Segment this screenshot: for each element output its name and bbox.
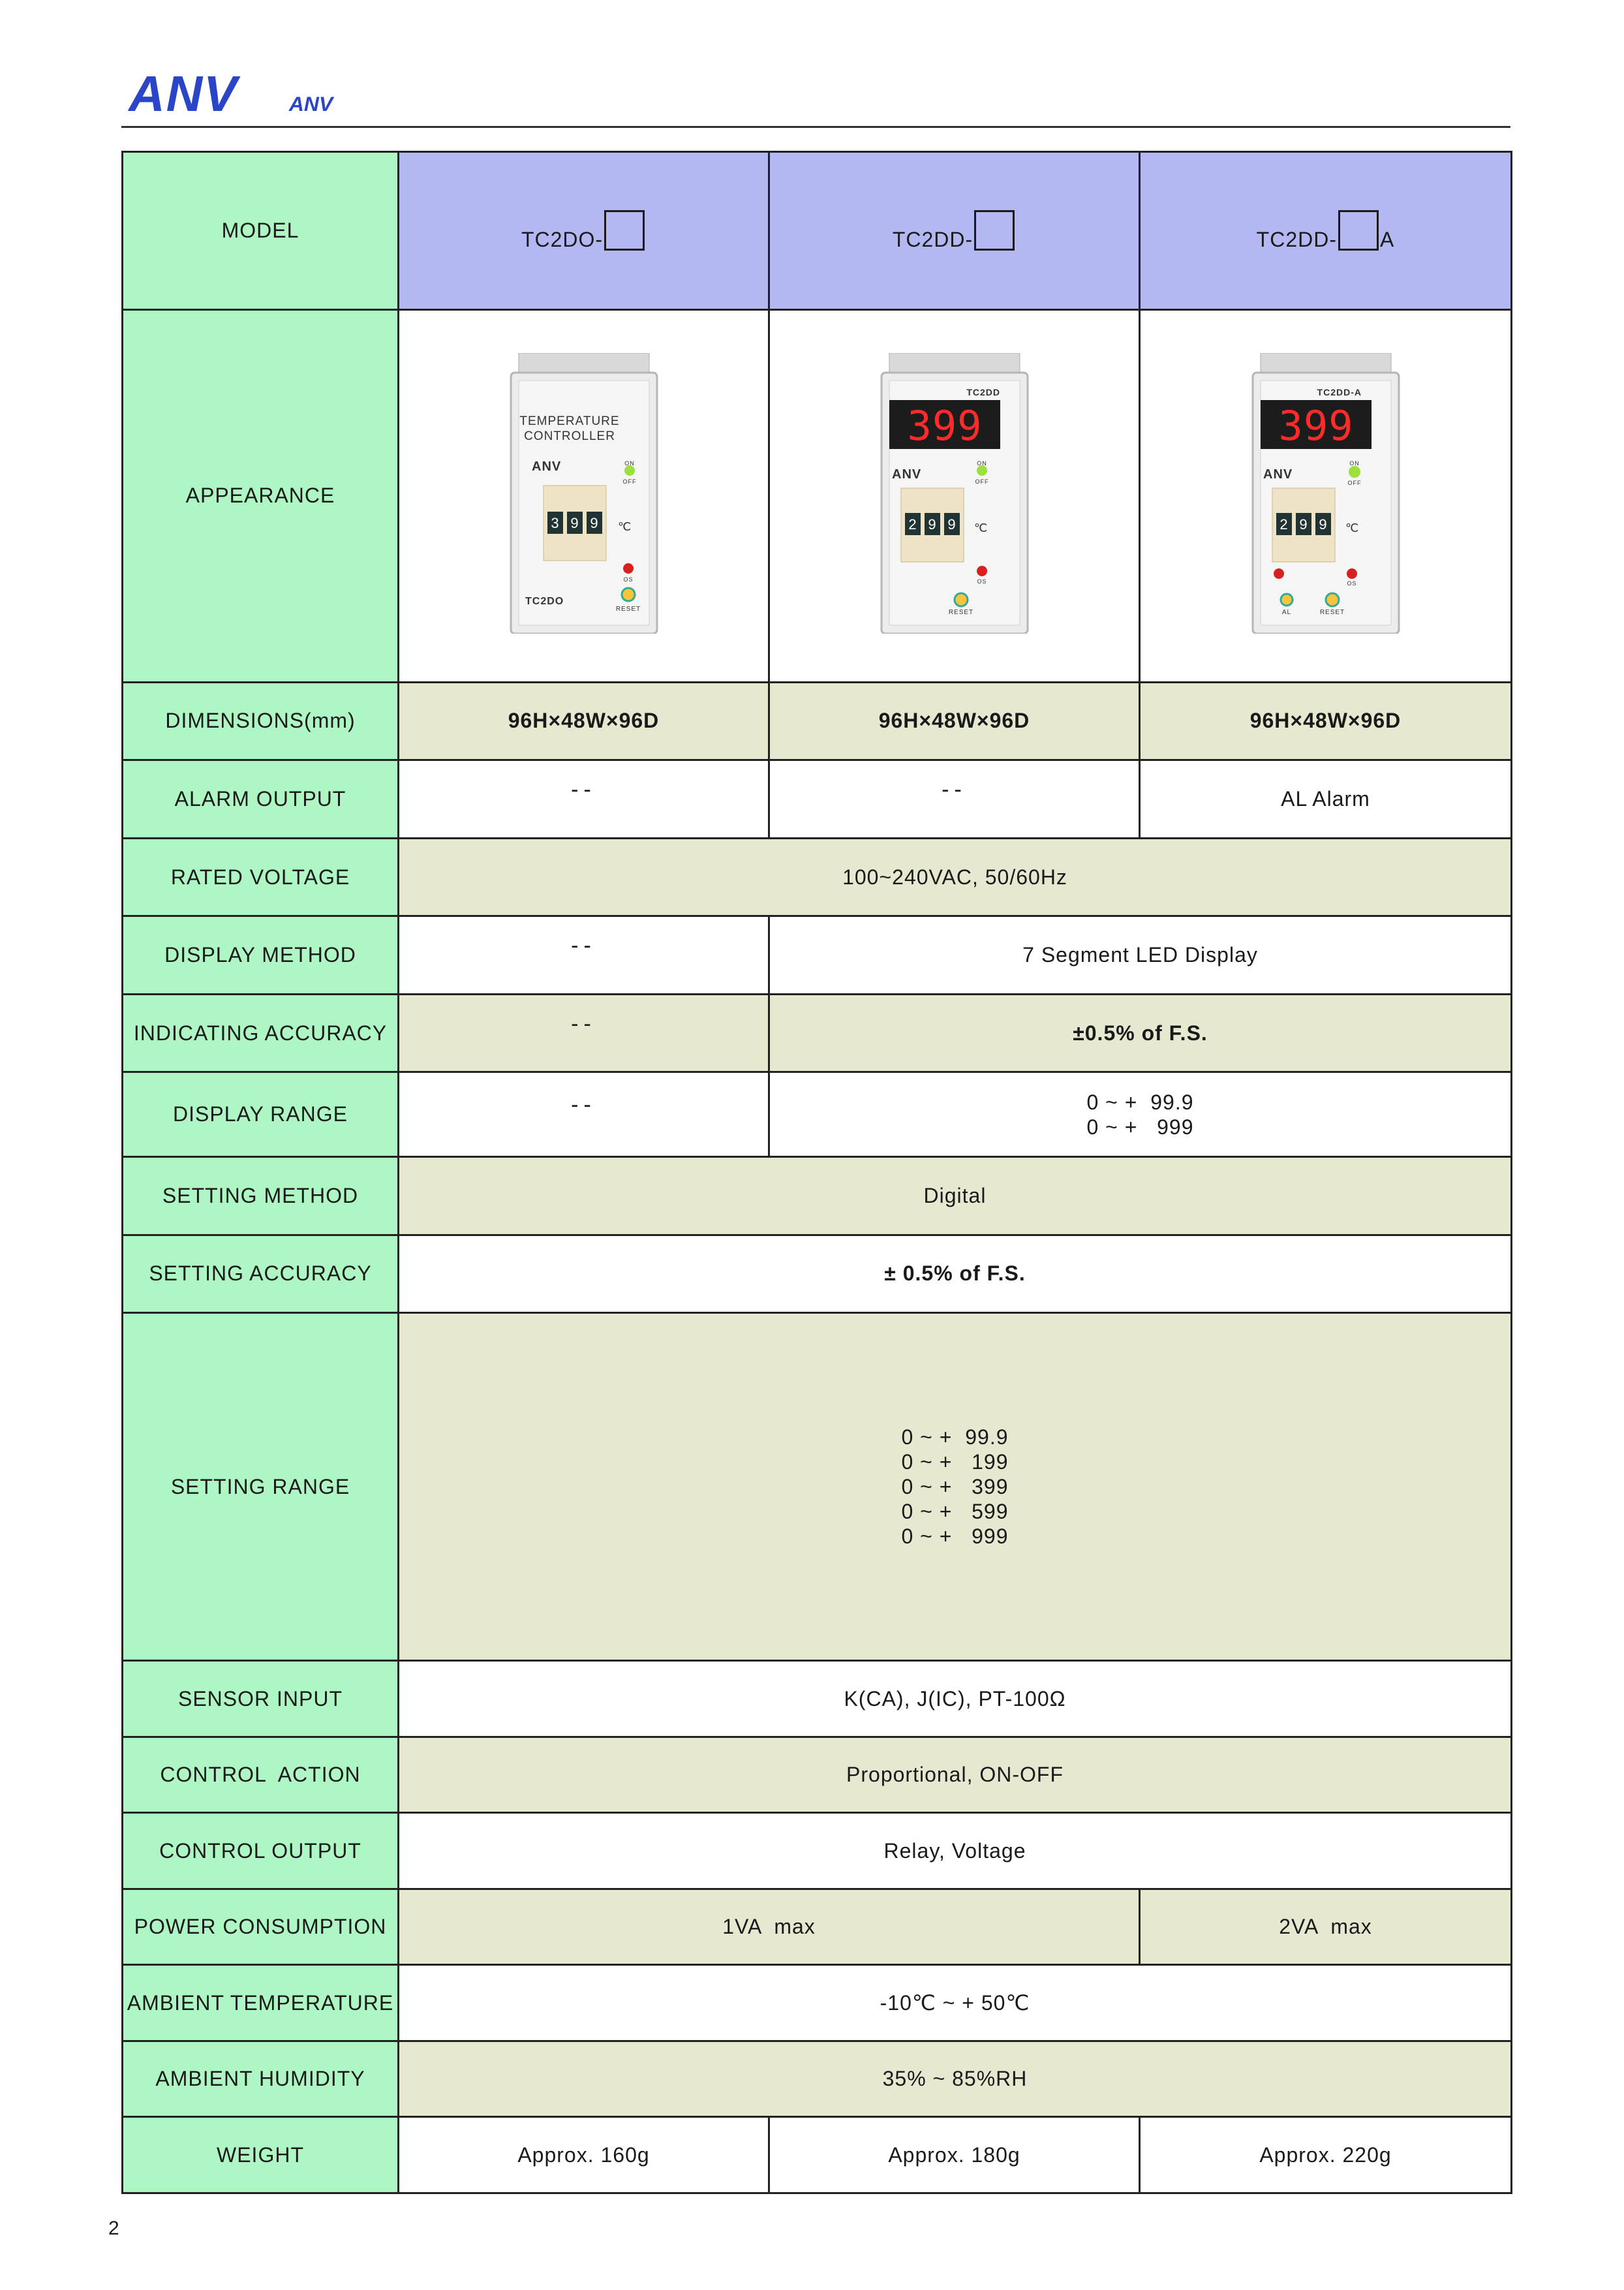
dash-value: --: [571, 777, 596, 802]
reset-label: RESET: [615, 605, 641, 613]
label-alarm-output: ALARM OUTPUT: [123, 760, 399, 839]
led-label: OS: [622, 576, 634, 583]
dash-value: --: [571, 1011, 596, 1036]
ambient-humidity-value: 35% ~ 85%RH: [399, 2041, 1512, 2117]
device-brand: ANV: [531, 459, 561, 474]
weight-2: Approx. 180g: [769, 2117, 1140, 2193]
device-image-tc2dd-a: [1248, 353, 1404, 634]
digit-3: 9: [947, 516, 957, 533]
row-setting-method: [123, 1157, 1512, 1235]
rated-voltage-value: 100~240VAC, 50/60Hz: [399, 838, 1512, 916]
digit-3: 9: [589, 514, 599, 531]
control-output-value: Relay, Voltage: [399, 1813, 1512, 1889]
unit-label: ℃: [617, 519, 632, 533]
label-ambient-humidity: AMBIENT HUMIDITY: [123, 2041, 399, 2117]
model-tc2dd: [769, 152, 1140, 310]
label-setting-method: SETTING METHOD: [123, 1157, 399, 1235]
label-indicating-accuracy: INDICATING ACCURACY: [123, 994, 399, 1072]
digit-2: 9: [570, 514, 579, 531]
row-ambient-temperature: [123, 1965, 1512, 2041]
row-rated-voltage: [123, 838, 1512, 916]
model-tc2dd-a: [1140, 152, 1512, 310]
display-range-value: [769, 1072, 1512, 1157]
label-display-range: DISPLAY RANGE: [123, 1072, 399, 1157]
row-power-consumption: [123, 1889, 1512, 1965]
sensor-input-value: K(CA), J(IC), PT-100Ω: [399, 1661, 1512, 1737]
setting-method-value: Digital: [399, 1157, 1512, 1235]
on-label: ON: [976, 459, 987, 467]
display-range-1: [399, 1072, 769, 1157]
dash-value: --: [571, 933, 596, 959]
setting-range-line-2: 0 ~ + 199: [901, 1450, 1009, 1474]
power-consumption-1: 1VA max: [399, 1889, 1140, 1965]
row-ambient-humidity: [123, 2041, 1512, 2117]
dash-value: --: [571, 1092, 596, 1118]
label-weight: WEIGHT: [123, 2117, 399, 2193]
model-3-suffix: A: [1379, 227, 1395, 251]
row-control-output: [123, 1813, 1512, 1889]
digit-1: 3: [550, 514, 560, 531]
setting-range-line-3: 0 ~ + 399: [901, 1475, 1009, 1499]
on-label: ON: [1349, 459, 1360, 467]
checkbox-square: [974, 210, 1015, 251]
weight-3: Approx. 220g: [1140, 2117, 1512, 2193]
setting-range-line-5: 0 ~ + 999: [901, 1524, 1009, 1549]
row-display-method: [123, 916, 1512, 995]
off-label: OFF: [622, 478, 636, 485]
device-image-tc2do: [506, 353, 662, 634]
led-label: OS: [976, 578, 987, 585]
row-indicating-accuracy: [123, 994, 1512, 1072]
appearance-tc2dd-a: [1140, 310, 1512, 682]
display-method-value: 7 Segment LED Display: [769, 916, 1512, 995]
label-setting-accuracy: SETTING ACCURACY: [123, 1235, 399, 1313]
device-model: TC2DD: [966, 386, 1000, 397]
row-model: [123, 152, 1512, 310]
reset-label: RESET: [948, 608, 973, 616]
on-label: ON: [624, 459, 635, 467]
label-sensor-input: SENSOR INPUT: [123, 1661, 399, 1737]
weight-1: Approx. 160g: [399, 2117, 769, 2193]
al-label: AL: [1281, 608, 1291, 616]
device-brand: ANV: [891, 467, 921, 482]
header-rule: [121, 126, 1510, 128]
logo-small-text: ANV: [288, 91, 333, 116]
model-1-name: TC2DO-: [521, 227, 604, 251]
display-range-line-2: 0 ~ + 999: [1086, 1115, 1194, 1139]
spec-table: [121, 151, 1512, 2194]
row-dimensions: [123, 682, 1512, 760]
alarm-output-1: [399, 760, 769, 839]
setting-accuracy-value: ± 0.5% of F.S.: [399, 1235, 1512, 1313]
label-setting-range: SETTING RANGE: [123, 1313, 399, 1661]
row-display-range: [123, 1072, 1512, 1157]
row-setting-accuracy: [123, 1235, 1512, 1313]
row-appearance: [123, 310, 1512, 682]
setting-range-line-1: 0 ~ + 99.9: [901, 1425, 1009, 1449]
row-sensor-input: [123, 1661, 1512, 1737]
reset-label: RESET: [1319, 608, 1345, 616]
digit-1: 2: [908, 516, 917, 533]
row-setting-range: [123, 1313, 1512, 1661]
dimensions-3: 96H×48W×96D: [1140, 682, 1512, 760]
device-image-tc2dd: [876, 353, 1033, 634]
row-control-action: [123, 1737, 1512, 1813]
anv-logo: [121, 70, 356, 119]
label-appearance: APPEARANCE: [123, 310, 399, 682]
device-brand: ANV: [1263, 467, 1293, 482]
dash-value: --: [942, 777, 967, 802]
label-control-action: CONTROL ACTION: [123, 1737, 399, 1813]
setting-range-line-4: 0 ~ + 599: [901, 1500, 1009, 1524]
unit-label: ℃: [1345, 521, 1359, 534]
off-label: OFF: [975, 478, 988, 485]
alarm-output-3: AL Alarm: [1140, 760, 1512, 839]
led-display-value: 399: [907, 401, 982, 450]
indicating-accuracy-value: ±0.5% of F.S.: [769, 994, 1512, 1072]
model-3-name: TC2DD-: [1256, 227, 1337, 251]
dimensions-2: 96H×48W×96D: [769, 682, 1140, 760]
label-model: MODEL: [123, 152, 399, 310]
label-control-output: CONTROL OUTPUT: [123, 1813, 399, 1889]
device-model: TC2DD-A: [1317, 386, 1362, 397]
digit-2: 9: [1298, 516, 1308, 533]
row-weight: [123, 2117, 1512, 2193]
control-action-value: Proportional, ON-OFF: [399, 1737, 1512, 1813]
appearance-tc2dd: [769, 310, 1140, 682]
digit-2: 9: [927, 516, 937, 533]
power-consumption-2: 2VA max: [1140, 1889, 1512, 1965]
alarm-output-2: [769, 760, 1140, 839]
display-method-1: [399, 916, 769, 995]
led-label: OS: [1346, 580, 1357, 587]
ambient-temperature-value: -10℃ ~ + 50℃: [399, 1965, 1512, 2041]
model-tc2do: [399, 152, 769, 310]
appearance-tc2do: [399, 310, 769, 682]
logo-main-text: ANV: [129, 70, 239, 119]
label-ambient-temperature: AMBIENT TEMPERATURE: [123, 1965, 399, 2041]
label-display-method: DISPLAY METHOD: [123, 916, 399, 995]
checkbox-square: [1338, 210, 1379, 251]
dimensions-1: 96H×48W×96D: [399, 682, 769, 760]
label-dimensions: DIMENSIONS(mm): [123, 682, 399, 760]
device-caption-2: CONTROLLER: [523, 429, 615, 443]
label-power-consumption: POWER CONSUMPTION: [123, 1889, 399, 1965]
digit-3: 9: [1318, 516, 1328, 533]
page-number: 2: [108, 2218, 119, 2239]
led-display-value: 399: [1278, 401, 1353, 450]
model-2-name: TC2DD-: [892, 227, 973, 251]
unit-label: ℃: [973, 521, 988, 534]
setting-range-value: [399, 1313, 1512, 1661]
device-caption-1: TEMPERATURE: [519, 414, 620, 428]
indicating-accuracy-1: [399, 994, 769, 1072]
checkbox-square: [604, 210, 645, 251]
label-rated-voltage: RATED VOLTAGE: [123, 838, 399, 916]
display-range-line-1: 0 ~ + 99.9: [1086, 1090, 1194, 1114]
off-label: OFF: [1347, 479, 1361, 486]
row-alarm-output: [123, 760, 1512, 839]
digit-1: 2: [1279, 516, 1289, 533]
device-model: TC2DO: [525, 595, 564, 607]
